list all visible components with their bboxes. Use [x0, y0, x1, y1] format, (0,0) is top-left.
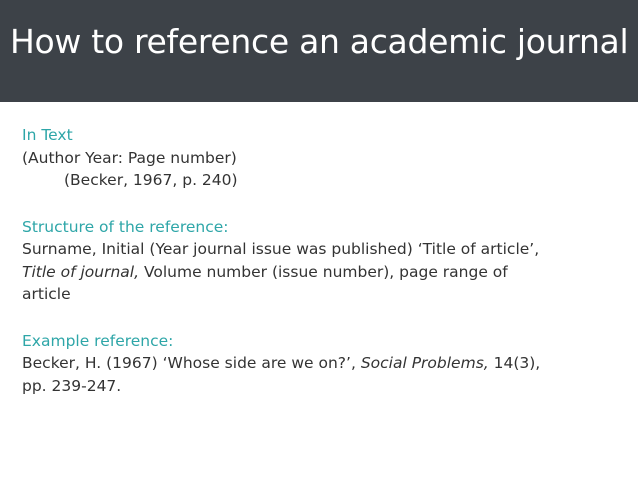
structure-line-3: article	[22, 285, 71, 303]
in-text-example: (Becker, 1967, p. 240)	[64, 171, 238, 189]
example-line-2: pp. 239-247.	[22, 376, 122, 395]
in-text-heading: In Text	[22, 126, 73, 144]
example-journal-title: Social Problems,	[360, 354, 489, 372]
example-line-1	[22, 352, 622, 375]
spacer	[22, 192, 622, 216]
structure-line-1: Surname, Initial (Year journal issue was published) ‘Title of article’,	[22, 240, 540, 258]
title-bar	[0, 0, 638, 102]
structure-line-2	[22, 261, 622, 284]
structure-line-2-rest: Volume number (issue number), page range of	[139, 262, 508, 281]
example-heading: Example reference:	[22, 331, 174, 350]
slide-title: How to reference an academic journal	[10, 22, 629, 61]
journal-title-placeholder: Title of journal,	[22, 262, 140, 281]
slide-content	[22, 124, 622, 397]
structure-heading: Structure of the reference:	[22, 217, 229, 236]
example-line-1-start: Becker, H. (1967) ‘Whose side are we on?’,	[22, 354, 361, 372]
spacer	[22, 306, 622, 330]
example-line-1-end: 14(3),	[488, 354, 541, 372]
in-text-format: (Author Year: Page number)	[22, 148, 237, 167]
